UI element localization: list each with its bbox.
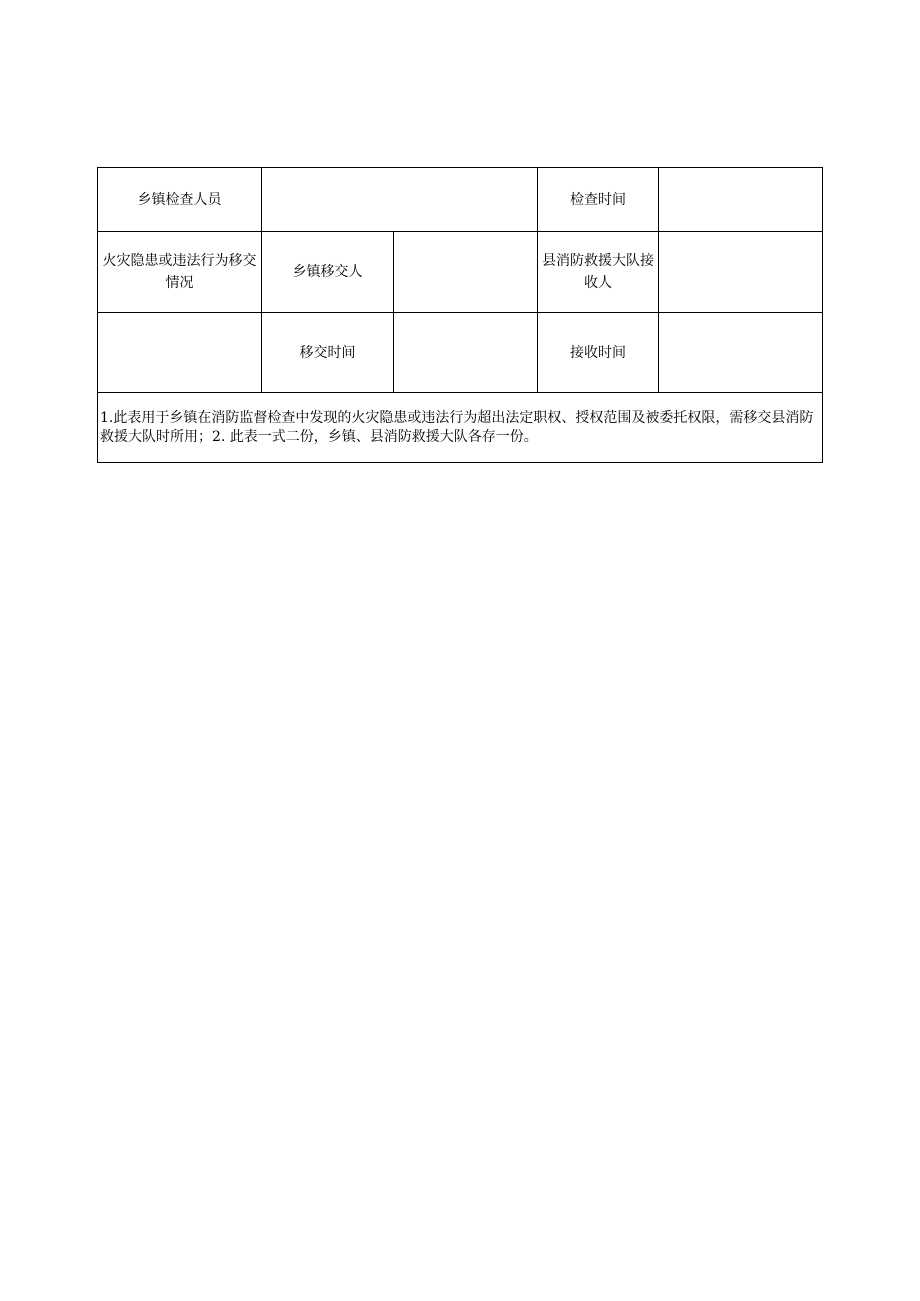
form-row-note [98,393,823,463]
transfer-time-label: 移交时间 [262,313,394,393]
town-transferor-field[interactable] [394,232,538,313]
county-receiver-label: 县消防救援大队接收人 [538,232,659,313]
inspector-field[interactable] [262,168,538,232]
town-transferor-label: 乡镇移交人 [262,232,394,313]
form-row-transfer [98,232,823,313]
county-receiver-field[interactable] [659,232,823,313]
receive-time-field[interactable] [659,313,823,393]
inspect-time-label: 检查时间 [538,168,659,232]
receive-time-label: 接收时间 [538,313,659,393]
inspector-label: 乡镇检查人员 [98,168,262,232]
transfer-time-field[interactable] [394,313,538,393]
form-row-inspector [98,168,823,232]
form-row-time [98,313,823,393]
transfer-section-label: 火灾隐患或违法行为移交情况 [98,232,262,313]
inspect-time-field[interactable] [659,168,823,232]
form-note: 1.此表用于乡镇在消防监督检查中发现的火灾隐患或违法行为超出法定职权、授权范围及被委托权限，需移交县消防救援大队时所用；2. 此表一式二份，乡镇、县消防救援大队各存一份。 [98,393,823,463]
empty-cell [98,313,262,393]
transfer-form-table [97,167,823,463]
